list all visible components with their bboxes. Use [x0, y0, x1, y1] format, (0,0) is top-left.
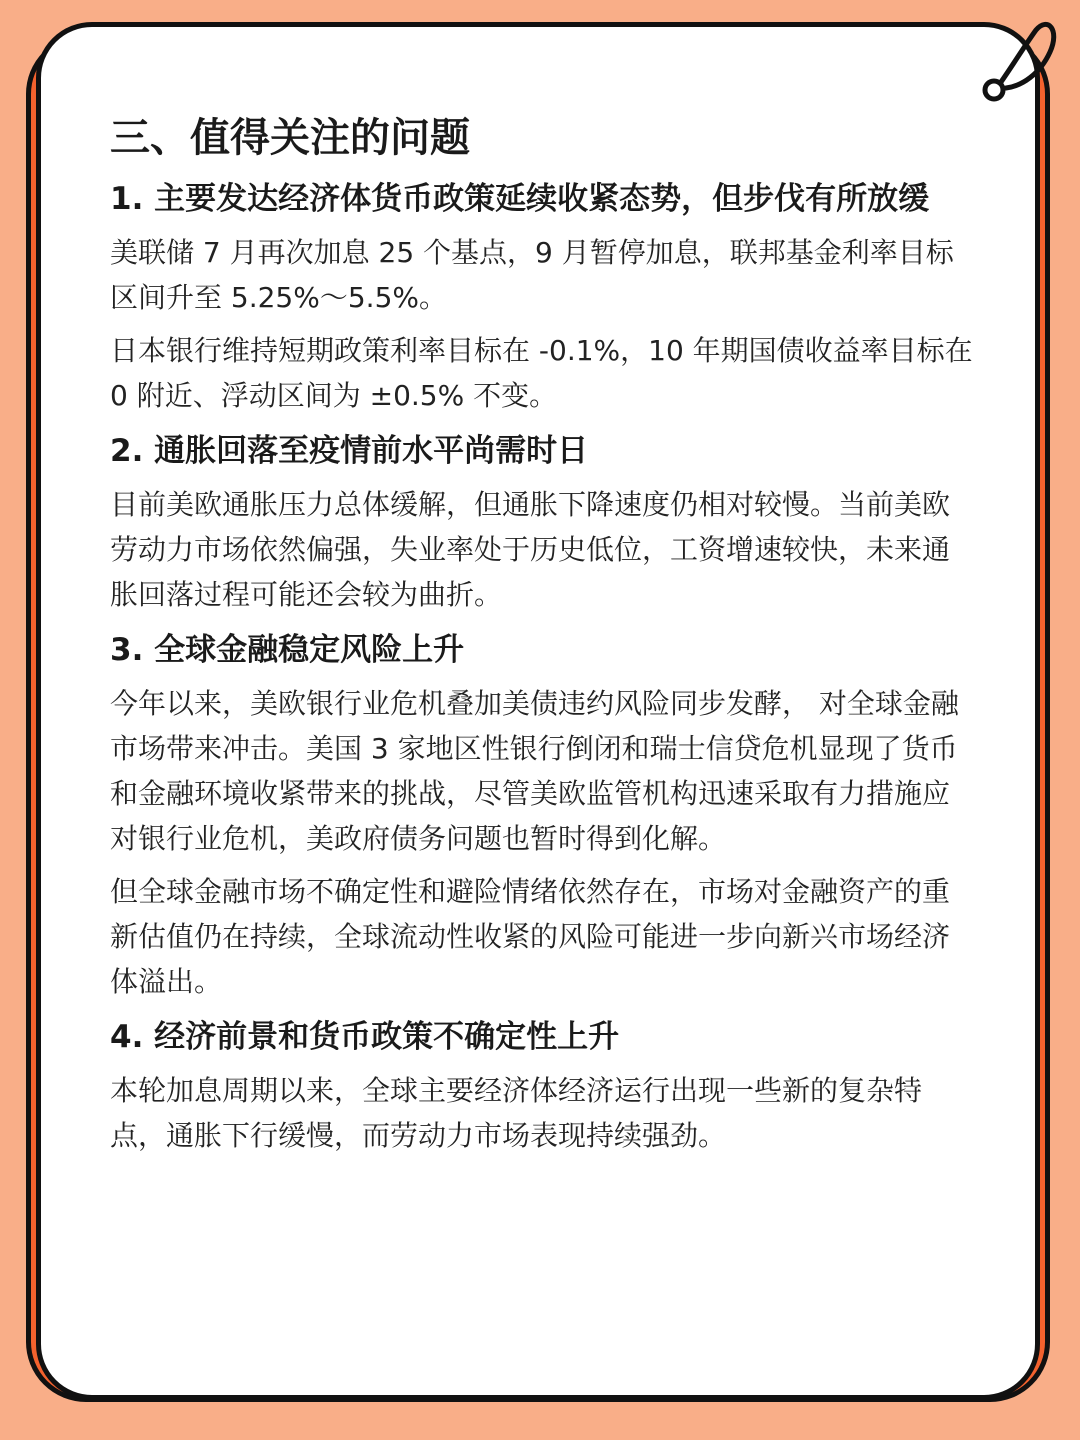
- page-title: 三、值得关注的问题: [110, 115, 470, 161]
- section-4: [110, 1012, 976, 1158]
- section-heading: 2. 通胀回落至疫情前水平尚需时日: [110, 433, 589, 469]
- paragraph: 日本银行维持短期政策利率目标在 -0.1%，10 年期国债收益率目标在 0 附近、浮动区间为 ±0.5% 不变。: [110, 334, 973, 412]
- section-1: [110, 174, 976, 418]
- section-3: [110, 625, 976, 1004]
- paragraph: 但全球金融市场不确定性和避险情绪依然存在，市场对金融资产的重新估值仍在持续，全球流动性收紧的风险可能进一步向新兴市场经济体溢出。: [110, 875, 951, 998]
- section-heading: 3. 全球金融稳定风险上升: [110, 632, 465, 668]
- article: [110, 108, 976, 1166]
- section-heading: 1. 主要发达经济体货币政策延续收紧态势，但步伐有所放缓: [110, 181, 930, 217]
- section-heading: 4. 经济前景和货币政策不确定性上升: [110, 1019, 620, 1055]
- paragraph: 美联储 7 月再次加息 25 个基点，9 月暂停加息，联邦基金利率目标区间升至 5.25%～5.5%。: [110, 236, 954, 314]
- paragraph: 今年以来，美欧银行业危机叠加美债违约风险同步发酵， 对全球金融市场带来冲击。美国 3 家地区性银行倒闭和瑞士信贷危机显现了货币和金融环境收紧带来的挑战，尽管美欧监管机构迅速采取有力措施应对银行业危机，美政府债务问题也暂时得到化解。: [110, 687, 959, 855]
- section-2: [110, 426, 976, 617]
- paragraph: 本轮加息周期以来，全球主要经济体经济运行出现一些新的复杂特点，通胀下行缓慢，而劳动力市场表现持续强劲。: [110, 1074, 923, 1152]
- paragraph: 目前美欧通胀压力总体缓解，但通胀下降速度仍相对较慢。当前美欧劳动力市场依然偏强，失业率处于历史低位，工资增速较快，未来通胀回落过程可能还会较为曲折。: [110, 488, 951, 611]
